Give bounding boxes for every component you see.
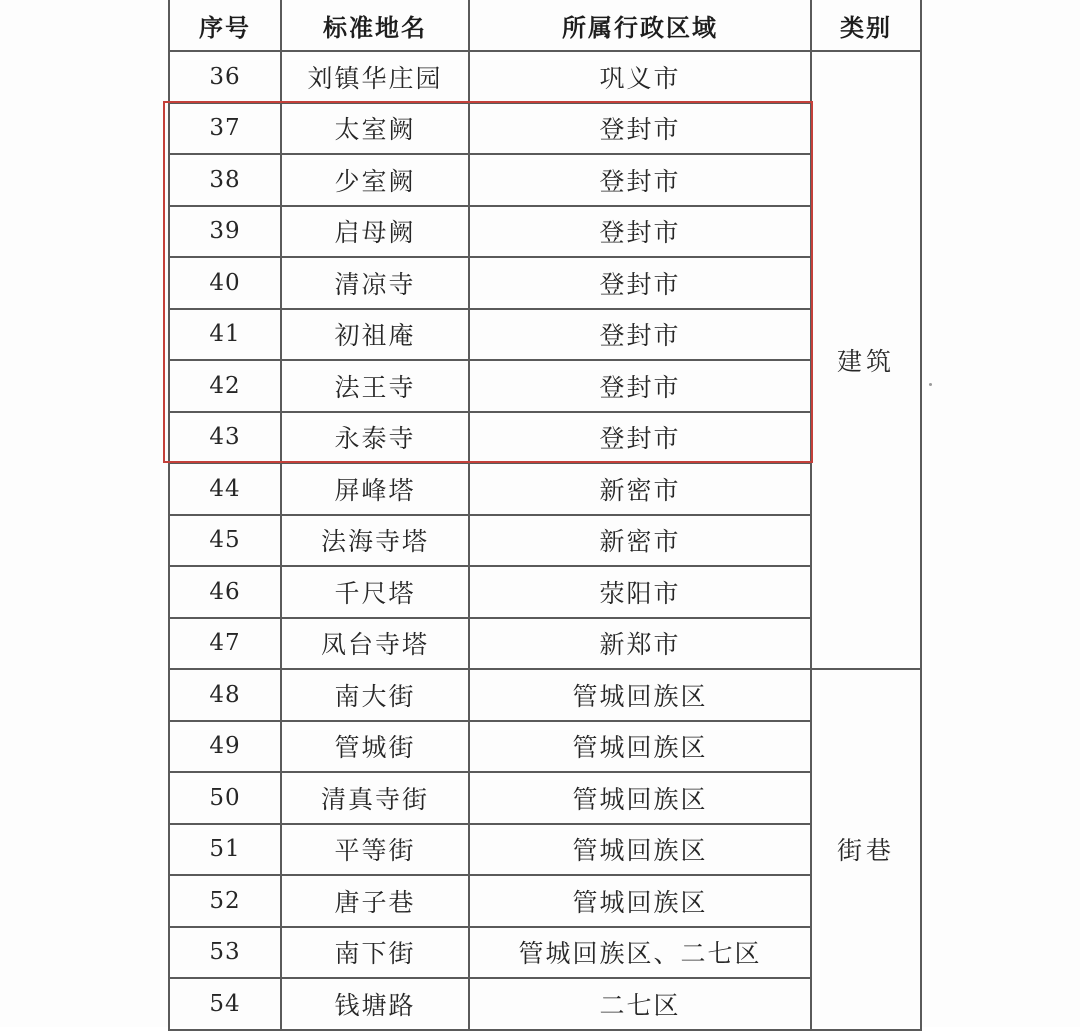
table-row bbox=[169, 257, 921, 309]
row-name: 永泰寺 bbox=[281, 412, 469, 464]
row-region: 登封市 bbox=[469, 412, 811, 464]
table-row bbox=[169, 721, 921, 773]
row-seq: 39 bbox=[169, 206, 281, 258]
table-row bbox=[169, 566, 921, 618]
row-seq: 54 bbox=[169, 978, 281, 1030]
row-seq: 49 bbox=[169, 721, 281, 773]
row-seq: 44 bbox=[169, 463, 281, 515]
row-region: 登封市 bbox=[469, 360, 811, 412]
table-row bbox=[169, 772, 921, 824]
row-region: 登封市 bbox=[469, 154, 811, 206]
row-name: 管城街 bbox=[281, 721, 469, 773]
header-seq: 序号 bbox=[169, 0, 281, 51]
header-admin-region: 所属行政区域 bbox=[469, 0, 811, 51]
row-name: 少室阙 bbox=[281, 154, 469, 206]
row-region: 新密市 bbox=[469, 515, 811, 567]
place-name-table bbox=[168, 0, 922, 1031]
row-region: 管城回族区 bbox=[469, 669, 811, 721]
row-name: 平等街 bbox=[281, 824, 469, 876]
table-row bbox=[169, 103, 921, 155]
row-name: 法王寺 bbox=[281, 360, 469, 412]
table-row bbox=[169, 309, 921, 361]
row-name: 屏峰塔 bbox=[281, 463, 469, 515]
row-region: 登封市 bbox=[469, 206, 811, 258]
row-region: 新密市 bbox=[469, 463, 811, 515]
row-seq: 52 bbox=[169, 875, 281, 927]
row-seq: 36 bbox=[169, 51, 281, 103]
header-category: 类别 bbox=[811, 0, 921, 51]
row-region: 巩义市 bbox=[469, 51, 811, 103]
table-row bbox=[169, 927, 921, 979]
row-name: 初祖庵 bbox=[281, 309, 469, 361]
row-region: 登封市 bbox=[469, 309, 811, 361]
row-name: 凤台寺塔 bbox=[281, 618, 469, 670]
row-region: 登封市 bbox=[469, 103, 811, 155]
row-seq: 50 bbox=[169, 772, 281, 824]
row-name: 太室阙 bbox=[281, 103, 469, 155]
row-name: 钱塘路 bbox=[281, 978, 469, 1030]
row-name: 清凉寺 bbox=[281, 257, 469, 309]
scan-speck bbox=[929, 383, 932, 386]
row-seq: 43 bbox=[169, 412, 281, 464]
row-seq: 37 bbox=[169, 103, 281, 155]
row-seq: 42 bbox=[169, 360, 281, 412]
row-seq: 46 bbox=[169, 566, 281, 618]
row-region: 管城回族区 bbox=[469, 772, 811, 824]
row-name: 南下街 bbox=[281, 927, 469, 979]
row-region: 管城回族区 bbox=[469, 721, 811, 773]
row-name: 刘镇华庄园 bbox=[281, 51, 469, 103]
row-seq: 45 bbox=[169, 515, 281, 567]
row-name: 南大街 bbox=[281, 669, 469, 721]
row-seq: 40 bbox=[169, 257, 281, 309]
row-region: 管城回族区 bbox=[469, 824, 811, 876]
row-name: 法海寺塔 bbox=[281, 515, 469, 567]
table-row bbox=[169, 51, 921, 103]
row-name: 清真寺街 bbox=[281, 772, 469, 824]
row-seq: 47 bbox=[169, 618, 281, 670]
table-row bbox=[169, 412, 921, 464]
table-row bbox=[169, 618, 921, 670]
table-row bbox=[169, 515, 921, 567]
table-row bbox=[169, 875, 921, 927]
row-name: 启母阙 bbox=[281, 206, 469, 258]
row-region: 新郑市 bbox=[469, 618, 811, 670]
row-seq: 51 bbox=[169, 824, 281, 876]
category-cell-street: 街巷 bbox=[811, 669, 921, 1030]
header-standard-name: 标准地名 bbox=[281, 0, 469, 51]
table-row bbox=[169, 669, 921, 721]
row-seq: 48 bbox=[169, 669, 281, 721]
row-region: 荥阳市 bbox=[469, 566, 811, 618]
table-row bbox=[169, 206, 921, 258]
row-seq: 53 bbox=[169, 927, 281, 979]
row-name: 千尺塔 bbox=[281, 566, 469, 618]
row-seq: 38 bbox=[169, 154, 281, 206]
table-row bbox=[169, 154, 921, 206]
row-name: 唐子巷 bbox=[281, 875, 469, 927]
row-region: 管城回族区 bbox=[469, 875, 811, 927]
table-row bbox=[169, 360, 921, 412]
table-header-row bbox=[169, 0, 921, 51]
row-region: 登封市 bbox=[469, 257, 811, 309]
row-region: 管城回族区、二七区 bbox=[469, 927, 811, 979]
row-region: 二七区 bbox=[469, 978, 811, 1030]
row-seq: 41 bbox=[169, 309, 281, 361]
table-row bbox=[169, 463, 921, 515]
category-cell-building: 建筑 bbox=[811, 51, 921, 669]
table-row bbox=[169, 824, 921, 876]
table-row bbox=[169, 978, 921, 1030]
